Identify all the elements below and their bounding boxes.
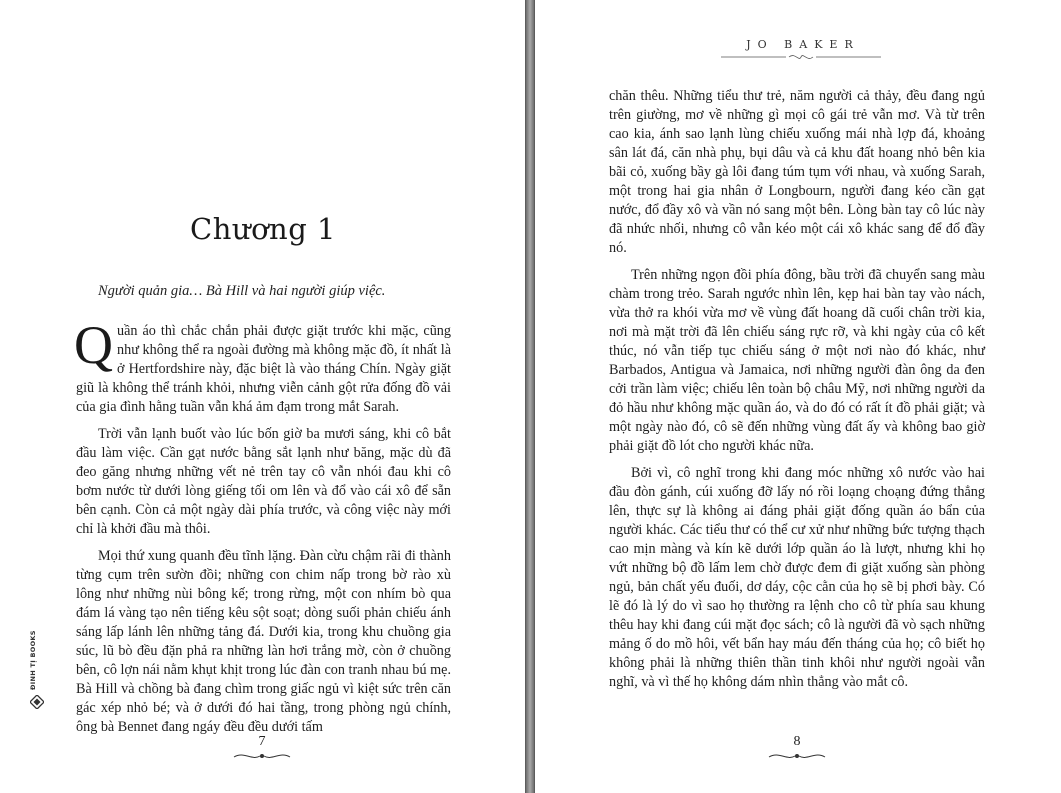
right-body-text bbox=[609, 87, 985, 692]
left-page bbox=[0, 0, 526, 793]
running-head: JO BAKER bbox=[746, 38, 860, 51]
page-number: 7 bbox=[258, 734, 266, 749]
drop-cap: Q bbox=[74, 315, 113, 375]
chapter-subtitle: Người quản gia… Bà Hill và hai người giúp việc. bbox=[98, 283, 386, 299]
chapter-title: Chương 1 bbox=[190, 212, 336, 246]
paragraph: Quần áo thì chắc chắn phải được giặt trước khi mặc, cũng như không thể ra ngoài đường mà không mặc đồ, ít nhất là ở Hertfordshire này, đặc biệt là vào tháng Chín. Ngày giặt giũ là không thể tránh khỏi, nhưng viễn cảnh gột rửa đống đồ vải của gia đình hằng tuần vẫn khá ảm đạm trong mắt Sarah. bbox=[74, 315, 451, 415]
paragraph: Trên những ngọn đồi phía đông, bầu trời đã chuyển sang màu chàm trong trẻo. Sarah ngước nhìn lên, kẹp hai bàn tay vào nách, vừa thở ra khói vừa mơ về vùng đất hoang dã cuối chân trời kia, nơi mà mặt trời đã lên chiếu sáng rực rỡ, và khi ngày của cô kết thúc, nó vẫn tiếp tục chiếu sáng ở một nơi nào đó khác, như Barbados, Antigua và Jamaica, nơi những người đàn ông da đen cởi trần làm việc; chiếu lên toàn bộ châu Mỹ, nơi những người da đỏ hầu như không mặc quần áo, và do đó có rất ít đồ phải giặt; và một ngày nào đó, cô sẽ đến những vùng đất ấy và không bao giờ phải giặt đồ lót cho người khác nữa. bbox=[609, 267, 985, 454]
flourish-ornament-icon bbox=[767, 749, 827, 763]
paragraph: chăn thêu. Những tiểu thư trẻ, năm người cả thảy, đều đang ngủ trên giường, mơ về những gì mọi cô gái trẻ vẫn mơ. Và từ trên cao kia, ánh sao lạnh lùng chiếu xuống mái nhà lợp đá, khoảng sân lát đá, căn nhà phụ, bụi dâu và cả khu đất hoang nhỏ bên kia bãi cỏ, xuống bầy gà lôi đang túm tụm với nhau, và xuống Sarah, một trong hai gia nhân ở Longbourn, người đang kéo cần gạt nước, đổ đầy xô và vần nó sang một bên. Lòng bàn tay cô lúc này đã nhức nhối, nhưng cô vẫn kéo một cái xô khác sang để đổ đầy nó. bbox=[609, 88, 985, 256]
right-page bbox=[534, 0, 1061, 793]
paragraph: Trời vẫn lạnh buốt vào lúc bốn giờ ba mươi sáng, khi cô bắt đầu làm việc. Cần gạt nước bằng sắt lạnh như băng, mặc dù đã đeo găng nhưng những vết nẻ trên tay cô vẫn nhói đau khi cô bơm nước từ dưới lòng giếng tối om lên và đổ vào cái xô để sẵn bên cạnh. Còn cả một ngày dài phía trước, và công việc này mới chỉ là khởi đầu mà thôi. bbox=[76, 426, 451, 537]
paragraph: Bởi vì, cô nghĩ trong khi đang móc những xô nước vào hai đầu đòn gánh, cúi xuống đỡ lấy nó rồi loạng choạng đứng thẳng lên, thực sự là không ai đáng phải giặt đống quần áo bẩn của người khác. Các tiểu thư có thể cư xử như những bức tượng thạch cao mịn màng và kín kẽ dưới lớp quần áo là lượt, nhưng khi họ vứt những bộ đồ lấm lem chờ được đem đi giặt xuống sàn phòng ngủ, bản chất yếu đuối, dơ dáy, cộc cằn của họ sẽ bị phơi bày. Có lẽ đó là lý do vì sao họ thường ra lệnh cho cô từ phía sau khung thêu hay khi đang cúi mặt đọc sách; cô là người đã vò sạch những mảng ố do mồ hôi, vết bẩn hay máu đến tháng của họ; cô biết họ không phải là những thiên thần tinh khôi như người ngoài vẫn nghĩ, và vì thế họ không dám nhìn thẳng vào mắt cô. bbox=[609, 465, 985, 690]
publisher-logo-icon bbox=[30, 695, 44, 709]
left-body-text bbox=[74, 315, 451, 737]
flourish-ornament-icon bbox=[232, 749, 292, 763]
page-number: 8 bbox=[793, 734, 801, 749]
header-flourish-icon bbox=[721, 52, 881, 62]
book-gutter bbox=[526, 0, 534, 793]
publisher-name: ĐINH TỊ BOOKS bbox=[29, 630, 37, 690]
paragraph: Mọi thứ xung quanh đều tĩnh lặng. Đàn cừu chậm rãi đi thành từng cụm trên sườn đồi; những con chim nấp trong bờ rào xù lông như những nùi bông kế; trong rừng, một con nhím bò qua đám lá vàng tạo nên tiếng kêu sột soạt; dòng suối phản chiếu ánh sáng lấp lánh lên những tảng đá. Dưới kia, trong khu chuồng gia súc, lũ bò đều đặn phả ra những làn hơi trắng mờ, còn ở chuồng bên, cô lợn nái nằm khụt khịt trong lúc đàn con tranh nhau bú mẹ. Bà Hill và chồng bà đang chìm trong giấc ngủ vì kiệt sức trên căn gác xép nhỏ bé; và ở dưới đó hai tầng, trong phòng ngủ chính, ông bà Bennet đang ngáy đều đều dưới tấm bbox=[76, 548, 451, 735]
